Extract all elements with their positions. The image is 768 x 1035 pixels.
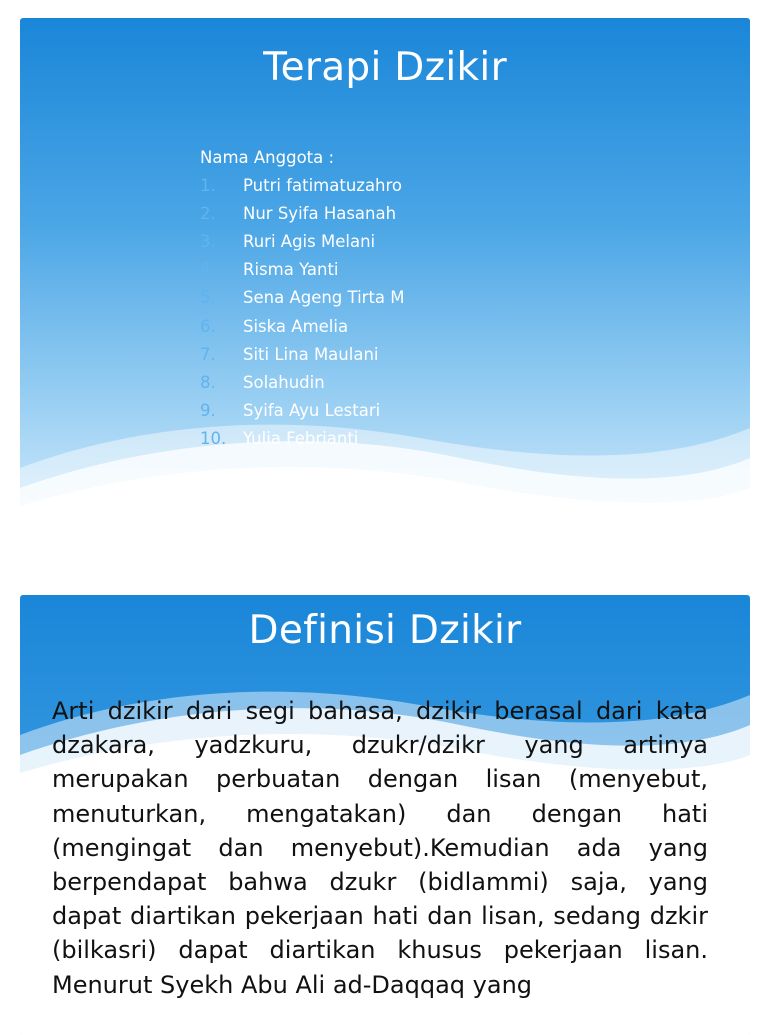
member-name: Yulia Febrianti xyxy=(243,428,359,448)
member-name: Risma Yanti xyxy=(243,260,339,280)
list-item xyxy=(200,172,405,200)
list-number: 7. xyxy=(200,344,216,364)
members-heading: Nama Anggota : xyxy=(200,148,335,167)
list-number: 4. xyxy=(200,260,216,280)
list-number: 5. xyxy=(200,288,216,308)
member-name: Nur Syifa Hasanah xyxy=(243,204,397,224)
slide-title: Terapi Dzikir xyxy=(263,45,507,90)
member-name: Putri fatimatuzahro xyxy=(243,176,403,196)
list-item xyxy=(200,284,405,312)
list-number: 8. xyxy=(200,372,216,392)
list-item xyxy=(200,256,405,284)
list-number: 6. xyxy=(200,316,216,336)
list-item xyxy=(200,397,405,425)
list-item xyxy=(200,425,405,453)
member-name: Sena Ageng Tirta M xyxy=(243,288,405,308)
list-number: 9. xyxy=(200,400,216,420)
list-item xyxy=(200,341,405,369)
member-section xyxy=(200,144,405,453)
member-name: Siska Amelia xyxy=(243,316,349,336)
list-number: 3. xyxy=(200,232,216,252)
list-number: 10. xyxy=(200,428,227,448)
list-item xyxy=(200,313,405,341)
member-list xyxy=(200,172,405,453)
member-name: Syifa Ayu Lestari xyxy=(243,400,381,420)
member-name: Siti Lina Maulani xyxy=(243,344,379,364)
slide-terapi-dzikir xyxy=(20,18,750,535)
slide-definisi-dzikir xyxy=(20,595,750,1035)
list-number: 1. xyxy=(200,176,216,196)
member-name: Solahudin xyxy=(243,372,325,392)
list-number: 2. xyxy=(200,204,216,224)
list-item xyxy=(200,369,405,397)
slide-title: Definisi Dzikir xyxy=(248,608,522,653)
member-name: Ruri Agis Melani xyxy=(243,232,376,252)
list-item xyxy=(200,200,405,228)
list-item xyxy=(200,228,405,256)
definition-paragraph: Arti dzikir dari segi bahasa, dzikir berasal dari kata dzakara, yadzkuru, dzukr/dzikr yang artinya merupakan perbuatan dengan lisan (menyebut, menuturkan, mengatakan) dan dengan hati (mengingat dan menyebut).Kemudian ada yang berpendapat bahwa dzukr (bidlammi) saja, yang dapat diartikan pekerjaan hati dan lisan, sedang dzkir (bilkasri) dapat diartikan khusus pekerjaan lisan. Menurut Syekh Abu Ali ad-Daqqaq yang xyxy=(52,697,708,999)
